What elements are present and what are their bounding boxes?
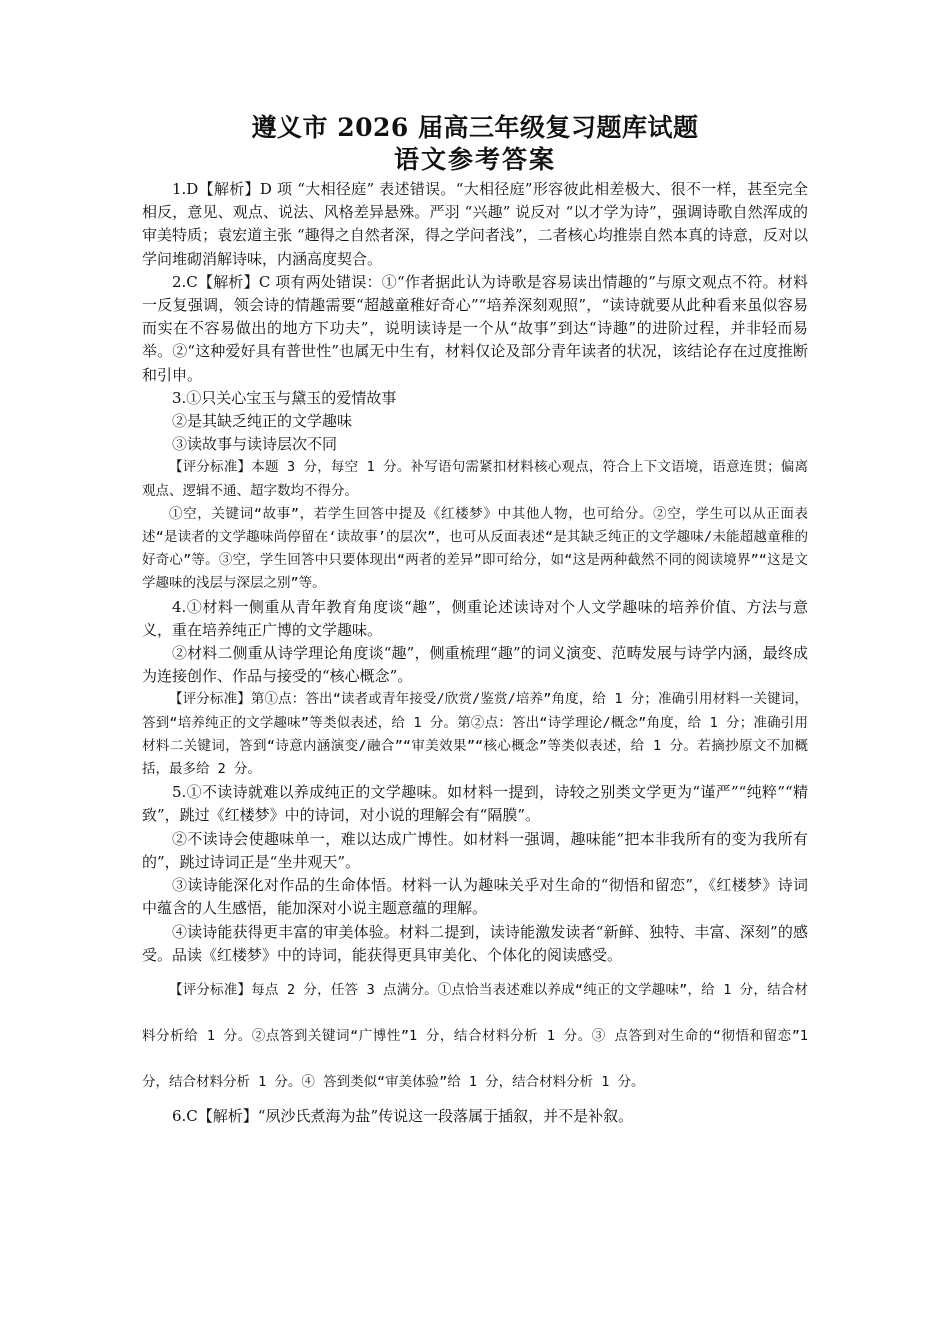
answer-2-analysis: 2.C【解析】C 项有两处错误：①“作者据此认为诗歌是容易读出情趣的”与原文观点不符。材料一反复强调，领会诗的情趣需要“超越童稚好奇心”“培养深刻观照”，“读诗就要从此种看来虽似容易而实在不容易做出的地方下功夫”，说明读诗是一个从“故事”到达“诗趣”的进阶过程，并非轻而易举。②“这种爱好具有普世性”也属无中生有，材料仅论及部分青年读者的状况，该结论存在过度推断和引申。 — [142, 272, 808, 384]
answer-4-scoring-standard: 【评分标准】第①点：答出“读者或青年接受/欣赏/鉴赏/培养”角度，给 1 分；准确引用材料一关键词，答到“培养纯正的文学趣味”等类似表述，给 1 分。第②点：答出“诗学理论/概念”角度，给 1 分；准确引用材料二关键词，答到“诗意内涵演变/融合”“审美效果”“核心概念”等类似表述，给 1 分。若摘抄原文不加概括，最多给 2 分。 — [142, 691, 808, 778]
answer-3-blank-2: ②是其缺乏纯正的文学趣味 — [172, 412, 353, 431]
answer-4-point-1: 4.①材料一侧重从青年教育角度谈“趣”，侧重论述读诗对个人文学趣味的培养价值、方法与意义，重在培养纯正广博的文学趣味。 — [142, 597, 808, 639]
answer-5-scoring-standard: 【评分标准】每点 2 分，任答 3 点满分。①点恰当表述难以养成“纯正的文学趣味”，给 1 分，结合材料分析给 1 分。②点答到关键词“广博性”1 分，结合材料分析 1 分。③ 点答到对生命的“彻悟和留恋”1 分，结合材料分析 1 分。④ 答到类似“审美体验”给 1 分，结合材料分析 1 分。 — [142, 981, 808, 1090]
answer-3-blank-1: 3.①只关心宝玉与黛玉的爱情故事 — [172, 388, 397, 407]
document-subtitle: 语文参考答案 — [393, 145, 556, 174]
answer-1-analysis: 1.D【解析】D 项 “大相径庭” 表述错误。“大相径庭”形容彼此相差极大、很不一样，甚至完全相反，意见、观点、说法、风格差异悬殊。严羽 “兴趣” 说反对 “以才学为诗”，强调诗歌自然浑成的审美特质；袁宏道主张 “趣得之自然者深，得之学问者浅”，二者核心均推崇自然本真的诗意，反对以学问堆砌消解诗味，内涵高度契合。 — [142, 180, 808, 268]
answer-5-point-4: ④读诗能获得更丰富的审美体验。材料二提到，读诗能激发读者“新鲜、独特、丰富、深刻”的感受。品读《红楼梦》中的诗词，能获得更具审美化、个体化的阅读感受。 — [142, 922, 808, 964]
answer-6-analysis: 6.C【解析】“夙沙氏煮海为盐”传说这一段落属于插叙，并不是补叙。 — [172, 1106, 634, 1125]
answer-5-point-3: ③读诗能深化对作品的生命体悟。材料一认为趣味关乎对生命的“彻悟和留恋”，《红楼梦》诗词中蕴含的人生感悟，能加深对小说主题意蕴的理解。 — [142, 876, 808, 918]
answer-3-scoring-notes: ①空，关键词“故事”，若学生回答中提及《红楼梦》中其他人物，也可给分。②空，学生可以从正面表述“是读者的文学趣味尚停留在‘读故事’的层次”，也可从反面表述“是其缺乏纯正的文学趣味/未能超越童稚的好奇心”等。③空，学生回答中只要体现出“两者的差异”即可给分，如“这是两种截然不同的阅读境界”“这是文学趣味的浅层与深层之别”等。 — [142, 505, 808, 592]
answer-5-point-1: 5.①不读诗就难以养成纯正的文学趣味。如材料一提到，诗较之别类文学更为“谨严”“纯粹”“精致”，跳过《红楼梦》中的诗词，对小说的理解会有“隔膜”。 — [142, 783, 808, 825]
document-title: 遵义市 2026 届高三年级复习题库试题 — [251, 113, 699, 142]
answer-4-point-2: ②材料二侧重从诗学理论角度谈“趣”，侧重梳理“趣”的词义演变、范畴发展与诗学内涵，最终成为连接创作、作品与接受的“核心概念”。 — [142, 644, 808, 686]
answer-5-point-2: ②不读诗会使趣味单一，难以达成广博性。如材料一强调，趣味能“把本非我所有的变为我所有的”，跳过诗词正是“坐井观天”。 — [142, 829, 808, 871]
answer-3-blank-3: ③读故事与读诗层次不同 — [172, 435, 338, 454]
answer-3-scoring-standard: 【评分标准】本题 3 分，每空 1 分。补写语句需紧扣材料核心观点，符合上下文语境，语意连贯；偏离观点、逻辑不通、超字数均不得分。 — [142, 459, 808, 499]
